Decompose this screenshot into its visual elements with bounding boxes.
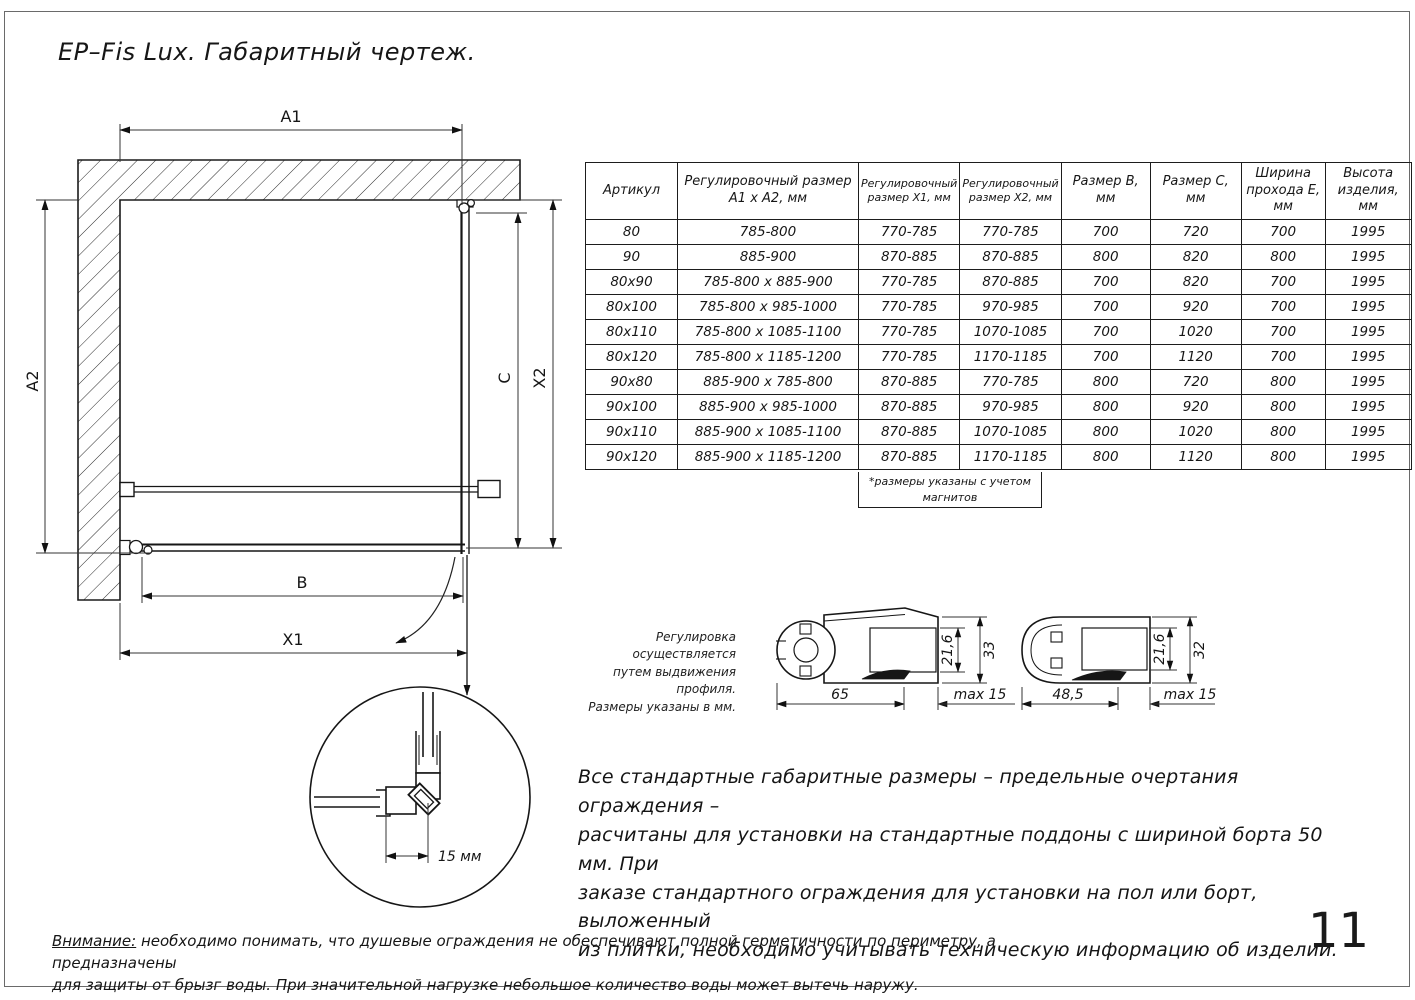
footnote-line: магнитов bbox=[922, 490, 978, 504]
table-cell: 870-885 bbox=[859, 445, 960, 470]
table-row bbox=[586, 395, 1412, 420]
table-cell: 1995 bbox=[1325, 395, 1411, 420]
table-row bbox=[586, 270, 1412, 295]
table-cell: 800 bbox=[1241, 445, 1325, 470]
table-cell: 800 bbox=[1061, 245, 1150, 270]
dim-right-max: max 15 bbox=[1163, 687, 1217, 703]
table-row bbox=[586, 320, 1412, 345]
table-cell: 1995 bbox=[1325, 370, 1411, 395]
table-cell: 770-785 bbox=[859, 320, 960, 345]
paragraph-line: расчитаны для установки на стандартные поддоны с шириной борта 50 мм. При bbox=[578, 823, 1323, 875]
adjustment-note-line: Регулировка осуществляется bbox=[632, 630, 736, 662]
dim-left-max: max 15 bbox=[953, 687, 1007, 703]
table-row bbox=[586, 445, 1412, 470]
table-cell: 700 bbox=[1061, 320, 1150, 345]
fixed-glass-panel bbox=[457, 200, 474, 554]
table-cell: 80x100 bbox=[586, 295, 678, 320]
table-cell: 80 bbox=[586, 220, 678, 245]
profile-sections-drawing bbox=[560, 595, 1220, 727]
table-cell: 1020 bbox=[1150, 420, 1241, 445]
table-cell: 920 bbox=[1150, 295, 1241, 320]
table-cell: 700 bbox=[1061, 295, 1150, 320]
table-row bbox=[586, 420, 1412, 445]
page-number: 11 bbox=[1308, 903, 1370, 959]
dim-left-height: 33 bbox=[982, 641, 998, 659]
table-cell: 1995 bbox=[1325, 345, 1411, 370]
page-title: EP–Fis Lux. Габаритный чертеж. bbox=[58, 38, 476, 66]
table-cell: 700 bbox=[1241, 320, 1325, 345]
table-cell: 770-785 bbox=[960, 370, 1061, 395]
warning-note bbox=[52, 931, 1092, 996]
table-cell: 90x110 bbox=[586, 420, 678, 445]
table-cell: 1995 bbox=[1325, 320, 1411, 345]
table-cell: 720 bbox=[1150, 220, 1241, 245]
col-header-c: Размер С, мм bbox=[1150, 163, 1241, 220]
table-cell: 700 bbox=[1061, 345, 1150, 370]
warning-line: для защиты от брызг воды. При значительной нагрузке небольшое количество воды может вытечь наружу. bbox=[52, 975, 919, 994]
wall-section bbox=[78, 160, 520, 600]
table-cell: 80x110 bbox=[586, 320, 678, 345]
table-cell: 870-885 bbox=[859, 245, 960, 270]
table-cell: 870-885 bbox=[859, 395, 960, 420]
table-cell: 800 bbox=[1241, 420, 1325, 445]
table-cell: 1995 bbox=[1325, 220, 1411, 245]
table-cell: 1120 bbox=[1150, 445, 1241, 470]
dimensions-table bbox=[585, 162, 1412, 470]
dim-label-b: B bbox=[296, 573, 308, 592]
table-cell: 870-885 bbox=[960, 270, 1061, 295]
table-cell: 820 bbox=[1150, 245, 1241, 270]
table-cell: 885-900 x 985-1000 bbox=[678, 395, 859, 420]
table-cell: 770-785 bbox=[859, 295, 960, 320]
warning-line bbox=[52, 931, 1092, 975]
table-cell: 90x80 bbox=[586, 370, 678, 395]
dim-label-x2: X2 bbox=[530, 367, 549, 389]
table-cell: 800 bbox=[1241, 245, 1325, 270]
table-cell: 800 bbox=[1241, 395, 1325, 420]
adjustment-note-line: Размеры указаны в мм. bbox=[588, 699, 736, 714]
enclosure-plan-drawing bbox=[0, 95, 575, 960]
col-header-x2: Регулировочный размер Х2, мм bbox=[960, 163, 1061, 220]
table-cell: 785-800 bbox=[678, 220, 859, 245]
table-cell: 80x90 bbox=[586, 270, 678, 295]
dim-label-a1: A1 bbox=[280, 107, 302, 126]
door-swing-arc bbox=[396, 557, 455, 643]
table-cell: 885-900 bbox=[678, 245, 859, 270]
col-header-b: Размер В, мм bbox=[1061, 163, 1150, 220]
col-header-article: Артикул bbox=[586, 163, 678, 220]
col-header-e: Ширина прохода Е, мм bbox=[1241, 163, 1325, 220]
table-cell: 885-900 x 1085-1100 bbox=[678, 420, 859, 445]
table-cell: 1995 bbox=[1325, 295, 1411, 320]
footnote-line: *размеры указаны с учетом bbox=[869, 475, 1031, 488]
door-glass bbox=[120, 541, 465, 555]
table-cell: 885-900 x 785-800 bbox=[678, 370, 859, 395]
table-cell: 920 bbox=[1150, 395, 1241, 420]
table-cell: 1170-1185 bbox=[960, 345, 1061, 370]
table-cell: 885-900 x 1185-1200 bbox=[678, 445, 859, 470]
table-cell: 1070-1085 bbox=[960, 420, 1061, 445]
table-footnote bbox=[858, 472, 1042, 508]
dim-label-x1: X1 bbox=[282, 630, 304, 649]
adjustment-note-line: путем выдвижения профиля. bbox=[613, 664, 736, 697]
table-cell: 800 bbox=[1061, 395, 1150, 420]
dim-left-inner: 21,6 bbox=[940, 634, 956, 666]
table-cell: 1995 bbox=[1325, 420, 1411, 445]
table-cell: 770-785 bbox=[859, 220, 960, 245]
table-cell: 80x120 bbox=[586, 345, 678, 370]
table-row bbox=[586, 220, 1412, 245]
paragraph-line: заказе стандартного ограждения для установки на пол или борт, выложенный bbox=[578, 881, 1258, 933]
table-cell: 785-800 x 885-900 bbox=[678, 270, 859, 295]
dim-right-height: 32 bbox=[1192, 641, 1208, 659]
table-cell: 800 bbox=[1061, 445, 1150, 470]
table-cell: 770-785 bbox=[859, 270, 960, 295]
table-cell: 785-800 x 1085-1100 bbox=[678, 320, 859, 345]
dim-label-a2: A2 bbox=[23, 370, 42, 392]
dim-label-c: C bbox=[495, 372, 514, 384]
table-cell: 700 bbox=[1241, 220, 1325, 245]
side-profile-section bbox=[1022, 617, 1150, 683]
table-row bbox=[586, 370, 1412, 395]
detail-dim-label: 15 мм bbox=[438, 849, 482, 865]
table-cell: 800 bbox=[1061, 420, 1150, 445]
table-cell: 90x120 bbox=[586, 445, 678, 470]
table-cell: 1995 bbox=[1325, 270, 1411, 295]
table-cell: 700 bbox=[1241, 345, 1325, 370]
table-cell: 1020 bbox=[1150, 320, 1241, 345]
dim-right-inner: 21,6 bbox=[1152, 633, 1168, 665]
support-bar bbox=[120, 481, 500, 498]
table-cell: 1995 bbox=[1325, 445, 1411, 470]
table-header-row bbox=[586, 163, 1412, 220]
col-header-x1: Регулировочный размер Х1, мм bbox=[859, 163, 960, 220]
table-cell: 1170-1185 bbox=[960, 445, 1061, 470]
warning-label: Внимание: bbox=[52, 932, 137, 950]
corner-detail-view bbox=[310, 687, 530, 907]
table-cell: 1995 bbox=[1325, 245, 1411, 270]
table-cell: 820 bbox=[1150, 270, 1241, 295]
table-cell: 90x100 bbox=[586, 395, 678, 420]
table-cell: 870-885 bbox=[960, 245, 1061, 270]
paragraph-line: Все стандартные габаритные размеры – предельные очертания ограждения – bbox=[578, 766, 1239, 817]
col-header-height: Высота изделия, мм bbox=[1325, 163, 1411, 220]
dim-left-length: 65 bbox=[831, 687, 849, 703]
table-cell: 800 bbox=[1061, 370, 1150, 395]
table-cell: 970-985 bbox=[960, 395, 1061, 420]
table-cell: 700 bbox=[1061, 220, 1150, 245]
table-row bbox=[586, 245, 1412, 270]
warning-text: необходимо понимать, что душевые ограждения не обеспечивают полной герметичности по периметру, а предназначены bbox=[52, 932, 996, 972]
table-cell: 870-885 bbox=[859, 420, 960, 445]
wall-profile-section bbox=[776, 608, 938, 683]
table-row bbox=[586, 295, 1412, 320]
table-row bbox=[586, 345, 1412, 370]
table-cell: 785-800 x 1185-1200 bbox=[678, 345, 859, 370]
table-cell: 90 bbox=[586, 245, 678, 270]
paragraph-line: из плитки, необходимо учитывать техническую информацию об изделии. bbox=[578, 939, 1338, 962]
col-header-a1a2: Регулировочный размер А1 х А2, мм bbox=[678, 163, 859, 220]
table-cell: 770-785 bbox=[960, 220, 1061, 245]
table-cell: 770-785 bbox=[859, 345, 960, 370]
table-cell: 800 bbox=[1241, 370, 1325, 395]
table-cell: 785-800 x 985-1000 bbox=[678, 295, 859, 320]
table-cell: 870-885 bbox=[859, 370, 960, 395]
table-cell: 700 bbox=[1061, 270, 1150, 295]
table-cell: 1120 bbox=[1150, 345, 1241, 370]
table-body bbox=[586, 220, 1412, 470]
table-cell: 720 bbox=[1150, 370, 1241, 395]
dim-right-length: 48,5 bbox=[1052, 687, 1084, 703]
table-cell: 1070-1085 bbox=[960, 320, 1061, 345]
table-cell: 700 bbox=[1241, 295, 1325, 320]
table-cell: 970-985 bbox=[960, 295, 1061, 320]
table-cell: 700 bbox=[1241, 270, 1325, 295]
